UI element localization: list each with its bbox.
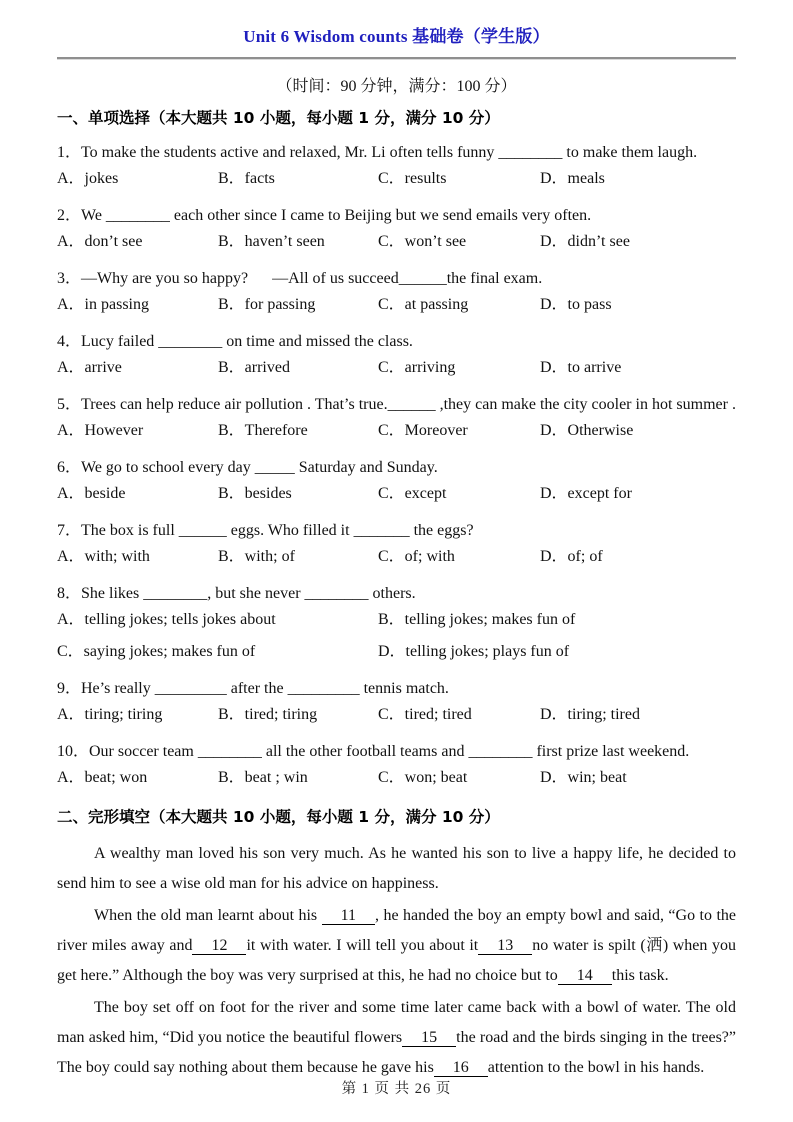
passage-paragraph: When the old man learnt about his 11 , he handed the boy an empty bowl and said, “Go to the river miles away and 12 it with water. I will tell you about it 13 no water is spilt (洒) when you get here.” Although the boy was very surprised at this, he had no choice but to 14 this task. bbox=[57, 907, 737, 984]
option-item: B．haven’t seen bbox=[218, 233, 325, 250]
option-item: A．tiring; tiring bbox=[57, 706, 163, 723]
cloze-blank-11: 11 bbox=[322, 907, 375, 925]
option-item: D．Otherwise bbox=[540, 422, 634, 439]
question-item bbox=[57, 455, 736, 507]
question-text: 5．Trees can help reduce air pollution . That’s true.______ ,they can make the city cooler in hot summer . bbox=[57, 396, 736, 413]
page-title: Unit 6 Wisdom counts 基础卷（学生版） bbox=[243, 27, 550, 46]
section2-heading: 二、完形填空（本大题共 10 小题，每小题 1 分，满分 10 分） bbox=[57, 808, 500, 826]
option-item: A．arrive bbox=[57, 359, 122, 376]
question-item bbox=[57, 739, 736, 791]
cloze-blank-12: 12 bbox=[192, 937, 246, 955]
option-item: B．telling jokes; makes fun of bbox=[378, 611, 576, 628]
question-text: 9．He’s really _________ after the _________ tennis match. bbox=[57, 680, 449, 697]
option-item: C．results bbox=[378, 170, 447, 187]
option-item: D．to pass bbox=[540, 296, 612, 313]
option-row bbox=[57, 481, 736, 507]
question-text: 3．—Why are you so happy? —All of us succeed______the final exam. bbox=[57, 270, 543, 287]
option-item: B．arrived bbox=[218, 359, 290, 376]
option-item: B．facts bbox=[218, 170, 275, 187]
question-text: 1．To make the students active and relaxed, Mr. Li often tells funny ________ to make them laugh. bbox=[57, 144, 698, 161]
option-item: C．Moreover bbox=[378, 422, 468, 439]
option-item: C．arriving bbox=[378, 359, 456, 376]
question-item bbox=[57, 203, 736, 255]
option-item: D．telling jokes; plays fun of bbox=[378, 643, 570, 660]
option-item: A．beside bbox=[57, 485, 126, 502]
option-item: D．didn’t see bbox=[540, 233, 630, 250]
exam-time-score: （时间：90 分钟，满分：100 分） bbox=[276, 78, 517, 95]
option-item: B．beat ; win bbox=[218, 769, 308, 786]
cloze-blank-16: 16 bbox=[434, 1059, 488, 1077]
cloze-blank-13: 13 bbox=[478, 937, 532, 955]
option-row bbox=[57, 229, 736, 255]
option-item: C．won’t see bbox=[378, 233, 467, 250]
passage-paragraph: The boy set off on foot for the river and some time later came back with a bowl of water. The old man asked him, “Did you notice the beautiful flowers 15 the road and the birds singing in the trees?” The boy could say nothing about them because he gave his 16 attention to the bowl in his hands. bbox=[57, 999, 736, 1076]
option-row bbox=[57, 166, 736, 192]
cloze-passage bbox=[57, 839, 736, 1083]
option-item: A．beat; won bbox=[57, 769, 148, 786]
option-item: A．However bbox=[57, 422, 144, 439]
section1-heading: 一、单项选择（本大题共 10 小题，每小题 1 分，满分 10 分） bbox=[57, 109, 500, 127]
option-item: D．except for bbox=[540, 485, 632, 502]
question-item bbox=[57, 676, 736, 728]
passage-paragraph: A wealthy man loved his son very much. As he wanted his son to live a happy life, he decided to send him to see a wise old man for his advice on happiness. bbox=[57, 845, 736, 892]
option-item: B．with; of bbox=[218, 548, 295, 565]
option-row bbox=[57, 702, 736, 728]
option-row bbox=[57, 418, 736, 444]
option-item: D．to arrive bbox=[540, 359, 622, 376]
page-number: 第 1 页 共 26 页 bbox=[341, 1081, 452, 1097]
header-divider bbox=[57, 57, 736, 60]
question-item bbox=[57, 518, 736, 570]
option-item: B．tired; tiring bbox=[218, 706, 318, 723]
option-item: C．saying jokes; makes fun of bbox=[57, 643, 256, 660]
option-item: A．don’t see bbox=[57, 233, 143, 250]
option-item: D．meals bbox=[540, 170, 605, 187]
option-item: C．of; with bbox=[378, 548, 455, 565]
option-item: A．with; with bbox=[57, 548, 150, 565]
question-text: 7．The box is full ______ eggs. Who filled it _______ the eggs? bbox=[57, 522, 474, 539]
option-item: D．win; beat bbox=[540, 769, 627, 786]
option-item: A．jokes bbox=[57, 170, 119, 187]
option-item: A．in passing bbox=[57, 296, 150, 313]
option-row bbox=[57, 607, 736, 665]
question-item bbox=[57, 329, 736, 381]
option-item: B．besides bbox=[218, 485, 292, 502]
question-item bbox=[57, 140, 736, 192]
option-item: C．except bbox=[378, 485, 447, 502]
multiple-choice-list bbox=[57, 140, 736, 791]
cloze-blank-14: 14 bbox=[558, 967, 612, 985]
option-item: C．tired; tired bbox=[378, 706, 472, 723]
question-text: 2．We ________ each other since I came to Beijing but we send emails very often. bbox=[57, 207, 592, 224]
option-item: A．telling jokes; tells jokes about bbox=[57, 611, 276, 628]
option-row bbox=[57, 544, 736, 570]
question-item bbox=[57, 266, 736, 318]
option-row bbox=[57, 355, 736, 381]
option-item: C．at passing bbox=[378, 296, 469, 313]
option-item: D．of; of bbox=[540, 548, 603, 565]
option-row bbox=[57, 292, 736, 318]
question-text: 10．Our soccer team ________ all the other football teams and ________ first prize last weekend. bbox=[57, 743, 690, 760]
question-item bbox=[57, 392, 736, 444]
option-item: B．for passing bbox=[218, 296, 316, 313]
question-text: 6．We go to school every day _____ Saturday and Sunday. bbox=[57, 459, 438, 476]
option-row bbox=[57, 765, 736, 791]
option-item: B．Therefore bbox=[218, 422, 308, 439]
option-item: C．won; beat bbox=[378, 769, 468, 786]
question-text: 4．Lucy failed ________ on time and missed the class. bbox=[57, 333, 413, 350]
option-item: D．tiring; tired bbox=[540, 706, 640, 723]
question-item bbox=[57, 581, 736, 665]
cloze-blank-15: 15 bbox=[402, 1029, 456, 1047]
question-text: 8．She likes ________, but she never ________ others. bbox=[57, 585, 416, 602]
